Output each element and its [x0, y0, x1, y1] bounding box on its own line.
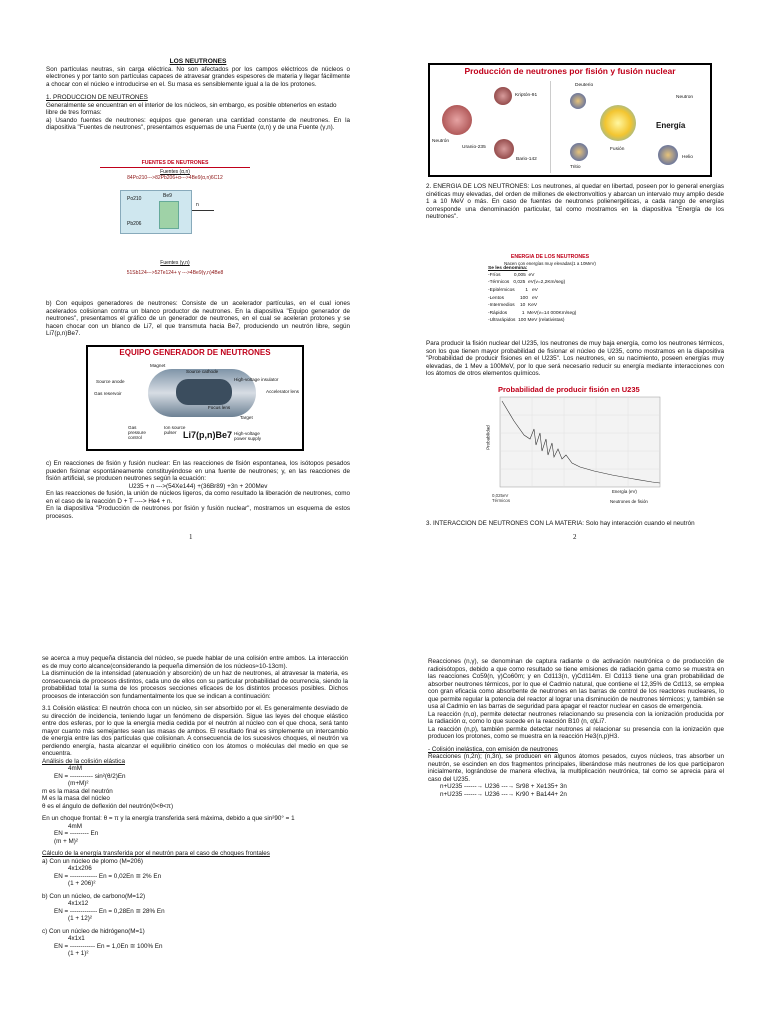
page-4 [428, 658, 724, 798]
section-2-text: 2. ENERGIA DE LOS NEUTRONES: Los neutrones, al quedar en libertad, poseen por lo general energías cinéticas muy elevadas, del orden de millones de electronvoltios y abarcan un intervalo muy amplio desde 1 a 10 MeV o más. En caso de fuentes de neutrones polienergéticas, a cada rango de energías corresponde una denominación particular, tal como mostramos en la diapositiva "Energía de los neutrones". [426, 183, 724, 220]
accelerator-lens-label: Accelerator lens [266, 389, 299, 394]
equipo-generador-figure [86, 345, 304, 451]
gas-reservoir-label: Gas reservoir [94, 391, 122, 396]
energia-row: -Fríos 0,005 eV [488, 272, 535, 278]
fuentes-an-label: Fuentes (α,n) [160, 169, 190, 175]
p3-analysis-heading: Análisis de la colisión elástica [42, 757, 125, 765]
energia-row: -Térmicos 0,025 eV(v=2,2Km/seg) [488, 280, 566, 286]
generador-reaction: Li7(p,n)Be7 [183, 430, 233, 440]
krypton-nucleus [494, 87, 512, 105]
case-a-num: 4x1x206 [68, 865, 92, 872]
page-3 [42, 655, 348, 958]
hv-insulator-label: High-voltage insulator [234, 377, 279, 382]
case-a-den: (1 + 206)² [68, 880, 96, 887]
neutron-arrow-label: n [196, 202, 199, 208]
barium-nucleus [494, 139, 514, 159]
fusion-label: Fusión [610, 147, 625, 152]
p4-text-1: Reacciones (n,γ), se denominan de captura radiante o de activación neutrónica o de producción de radioisótopos, debido a que como resultado se tiene emisiones de radiación gama como se muestra en las reacciones Co59(n, γ)Co60m; y en Cd113(n, γ)Cd114m. El Cd113 tiene una gran probabilidad de absorber neutrones térmicos, por lo que el Cadmio natural, que contiene el 12,35% de Cd113, se emplea con gran eficacia como absorbente de neutrones en las barras de control de los reactores nucleares, lo que permite regular la potencia del reactor al lograr una disminución de neutrones térmicos; y, también se usa al Cadmio en las barras de seguridad para apagar el reactor nuclear en casos de emergencia. [428, 658, 724, 710]
deuterio-label: Deuterio [575, 83, 594, 88]
uranium-nucleus [442, 105, 472, 135]
formula-2-num: 4mM [68, 822, 82, 830]
prob-ylabel: Probabilidad [485, 425, 491, 450]
po210-label: Po210 [127, 196, 142, 202]
generador-title: EQUIPO GENERADOR DE NEUTRONES [119, 348, 271, 357]
neutron-arrow [192, 210, 214, 211]
diapositiva-ref-text: En la diapositiva "Producción de neutrones por fisión y fusión nuclear", mostramos un esquema de estos procesos. [46, 505, 350, 520]
section-1c-text: c) En reacciones de fisión y fusión nuclear: En las reacciones de fisión espontanea, los isótopos pesados pueden fisionar espontáneamente constituyéndose en una fuente de neutrones; y, en las reacciones de fisión artificial, se producen neutrones según la ecuación: [46, 460, 350, 482]
var-theta: θ es el ángulo de deflexión del neutrón(0<θ<π) [42, 802, 174, 810]
fusion-text: En las reacciones de fusión, la unión de núcleos ligeros, da como resultado la liberación de neutrones, como en el caso de la reacción D + T ----> He4 + n. [46, 490, 350, 505]
be9-label: Be9 [163, 193, 172, 199]
p4-text-3: La reacción (n,p), también permite detectar neutrones al relacionar su presencia con la ionización que producen los protones, como se muestra en la reacción He3(n,p)H3. [428, 725, 724, 740]
generador-core [176, 379, 232, 405]
page-1-b [46, 300, 350, 338]
p3-frontal-text: En un choque frontal: θ = π y la energía transferida será máxima, debido a que sin²90° = 1 [42, 815, 295, 822]
uranio-label: Uranio-235 [462, 145, 486, 150]
energia-head: Se les denomina: [488, 266, 528, 272]
fuentes-gn-label: Fuentes (γ,n) [160, 260, 190, 266]
anode-label: Source anode [96, 379, 125, 384]
page-number-1: 1 [189, 533, 193, 541]
p3-text-2: La disminución de la intensidad (atenuación y absorción) de un haz de neutrones, al atravesar la materia, es consecuencia de procesos distintos, cada uno de ellos con su particular probabilidad de ocurrencia, siendo la probabilidad total la suma de los procesos secciones eficaces de los distintos procesos posibles. Dichos procesos de interacción son fundamentalmente los que se indican a continuación: [42, 670, 348, 700]
focus-lens-label: Focus lens [208, 405, 231, 410]
hv-power-label: High-voltage power supply [234, 431, 262, 441]
fuentes-an-equation: 84Po210--->82Pb206+α--->4Be9(α,n)6C12 [127, 175, 223, 181]
page-title: LOS NEUTRONES [169, 58, 227, 65]
reaction-1: n+U235 ------→ U236 ---→ Sr98 + Xe135+ 3n [440, 783, 567, 790]
prob-title: Probabilidad de producir fisión en U235 [498, 385, 640, 394]
section-1a-text: a) Usando fuentes de neutrones: equipos que generan una cantidad constante de neutrones. En la diapositiva "Fuentes de neutrones", presentamos esquemas de una Fuente (α,n) y de una Fuente (γ,n). [46, 116, 350, 131]
prob-fission-label: Neutrones de fisión [610, 499, 648, 504]
energia-label: Energía [656, 121, 686, 130]
p3-text-1: se acerca a muy pequeña distancia del núcleo, se puede hablar de una colisión entre ambos. La interacción es de muy corto alcance(considerando la pequeña dimensión de los núcleos≈10-13cm). [42, 655, 348, 670]
page-2-c [426, 520, 724, 528]
magnet-label: Magnet [150, 363, 166, 368]
fusion-glow [600, 105, 636, 141]
p4-text-5: Reacciones (n,2n); (n,3n), se producen en algunos átomos pesados, cuyos núcleos, tras absorber un neutrón, se escinden en dos fragmentos principales, liberándose más neutrones de los que participaron inicialmente, lográndose de manera efectiva, la multiplicación neutrónica, tal como se aprecia para el caso del U235. [428, 753, 724, 783]
page-1-c [46, 460, 350, 520]
cathode-label: Source cathode [186, 369, 219, 374]
energia-rows [488, 272, 612, 325]
fission-fusion-figure [428, 63, 712, 177]
formula-2-main: EN = --------- En [54, 830, 99, 837]
case-b-num: 4x1x12 [68, 900, 89, 907]
energia-row: -Rápidos 1 MeV(v=14 000Km/seg) [488, 310, 577, 316]
energia-subtitle: Nacen con energías muy elevadas(1 a 10MeV) [504, 260, 596, 266]
case-a-main: EN = ------------- En = 0,02En ≅ 2% En [54, 872, 162, 880]
section-1-heading: 1. PRODUCCION DE NEUTRONES [46, 94, 148, 101]
var-m: m es la masa del neutrón [42, 787, 113, 795]
page-2-b [426, 340, 724, 378]
case-c-main: EN = ------------ En = 1,0En ≅ 100% En [54, 942, 163, 950]
tritio-label: Tritio [570, 165, 581, 170]
fission-equation: U235 + n --->(54Xe144) +(36Br89) +3n + 200Mev [128, 482, 268, 490]
target-label: Target [240, 415, 253, 420]
pb206-label: Pb206 [127, 221, 142, 227]
ion-pulser-label: Ion source pulser [164, 425, 186, 435]
formula-2-den: (m + M)² [54, 837, 78, 845]
page-2-a [426, 183, 724, 221]
intro-paragraph: Son partículas neutras, sin carga eléctrica. No son afectados por los campos eléctricos de núcleos o electrones y por tanto son partículas capaces de atravesar grandes espesores de materia y llegar fácilmente a chocar con el núcleo e introducirse en el. Su masa es sensiblemente igual a la de los protones. [46, 65, 350, 88]
fuentes-gn-equation: 51Sb124--->52Te124+ γ --->4Be9(γ,n)4Be8 [126, 270, 224, 276]
formula-1-main: EN = ----------- sin²(θ/2)En [54, 772, 126, 780]
section-3-text: 3. INTERACCION DE NEUTRONES CON LA MATERIA: Solo hay interacción cuando el neutrón [426, 520, 695, 527]
energia-title: ENERGIA DE LOS NEUTRONES [510, 254, 590, 260]
neutron-label-right: Neutron [676, 95, 694, 100]
section-1-text: Generalmente se encuentran en el interior de los núcleos, sin embargo, es posible obtenerlos en estado libre de tres formas: [46, 101, 337, 116]
fuentes-title: FUENTES DE NEUTRONES [141, 160, 209, 166]
formula-1-den: (m+M)² [68, 780, 89, 787]
p3-calc-heading: Cálculo de la energía transferida por el neutrón para el caso de choques frontales [42, 850, 270, 857]
p4-text-2: La reacción (n,α), permite detectar neutrones relacionando su presencia con la ionización producida por la radiación α, como lo que sucede en la reacción B10 (n, α)Li7. [428, 710, 724, 725]
p4-inelastic-heading: - Colisión inelástica, con emisión de neutrones [428, 745, 558, 753]
fuentes-an-box [120, 190, 192, 234]
case-b-den: (1 + 12)² [68, 915, 92, 922]
case-c-den: (1 + 1)² [68, 950, 89, 957]
tritium-nucleus [570, 143, 588, 161]
case-c-num: 4x1x1 [68, 935, 85, 942]
helium-nucleus [658, 145, 678, 165]
divider-line [550, 81, 551, 173]
case-b: b) Con un núcleo, de carbono(M=12) [42, 892, 146, 900]
energia-neutrones-table [488, 255, 612, 335]
section-2b-text: Para producir la fisión nuclear del U235, los neutrones de muy baja energía, como los neutrones térmicos, son los que tienen mayor probabilidad de fisionar el núcleo de U235, como mostramos en la diapositiva "Probabilidad de producir fisiones en el U235". Los neutrones, en su nacimiento, poseen energías muy elevadas, de 1 Mev a 100MeV, por lo que será necesario reducir su energía mediante interacciones con los átomos de otros elementos químicos. [426, 340, 724, 377]
fuentes-neutrones-figure [100, 160, 250, 285]
helio-label: Helio [682, 155, 693, 160]
energia-row: -Epitérmicos 1 eV [488, 287, 538, 293]
energia-row: -Ultrarápidos 100 MeV (relativistas) [488, 318, 565, 324]
p3-text-3: 3.1 Colisión elástica: El neutrón choca con un núcleo, sin ser absorbido por el. Es generalmente desviado de su dirección de incidencia, teniendo lugar un fenómeno de dispersión. Sigue las leyes del choque elástico entre dos esferas, por lo que la energía media cedida por el neutrón al núcleo con el que choca, será tanto mayor cuanto más semejantes sean las masas de ambos. El resultado final es simplemente un intercambio de energía entre las dos partículas que colisionan. A consecuencia de los sucesivos choques, el neutrón va perdiendo energía, hasta alcanzar el equilibrio cinético con los átomos o moléculas del medio en que se encuentra. [42, 705, 348, 757]
gas-pressure-label: Gas pressure control [128, 425, 146, 440]
section-1b-text: b) Con equipos generadores de neutrones: Consiste de un acelerador partículas, en el cual iones acelerados colisionan contra un blanco productor de neutrones. En la diapositiva "Equipo generador de neutrones", presentamos el gráfico de un generador de neutrones, en el cual se aceleran protones y se hacen chocar con un blanco de Li7, el que transmuta hacia Be7, produciendo un neutrón libre, según Li7(p,n)Be7. [46, 300, 350, 337]
fission-fusion-title: Producción de neutrones por fisión y fusión nuclear [464, 66, 676, 76]
prob-thermal-label: 0,025eV Térmicos [492, 493, 511, 503]
neutron-label-left: Neutrón [432, 139, 450, 144]
formula-1-num: 4mM [68, 765, 82, 772]
case-c: c) Con un núcleo de hidrógeno(M=1) [42, 927, 145, 935]
page-1 [46, 58, 350, 132]
kripton-label: Kriptón-91 [515, 93, 538, 98]
energia-row: -Lentos 100 eV [488, 295, 538, 301]
var-M: M es la masa del núcleo [42, 795, 110, 802]
reaction-2: n+U235 ------→ U236 ---→ Kr90 + Ba144+ 2n [440, 790, 567, 798]
deuterium-nucleus [570, 93, 586, 109]
energia-row: -Intermedios 10 KeV [488, 303, 538, 309]
bario-label: Bario-142 [516, 157, 537, 162]
probabilidad-fision-chart [484, 385, 664, 513]
page-number-2: 2 [573, 533, 577, 541]
case-b-main: EN = ------------- En = 0,28En ≅ 28% En [54, 907, 165, 915]
case-a: a) Con un núcleo de plomo (M=206) [42, 857, 143, 865]
prob-xlabel: Energía (eV) [612, 489, 637, 494]
